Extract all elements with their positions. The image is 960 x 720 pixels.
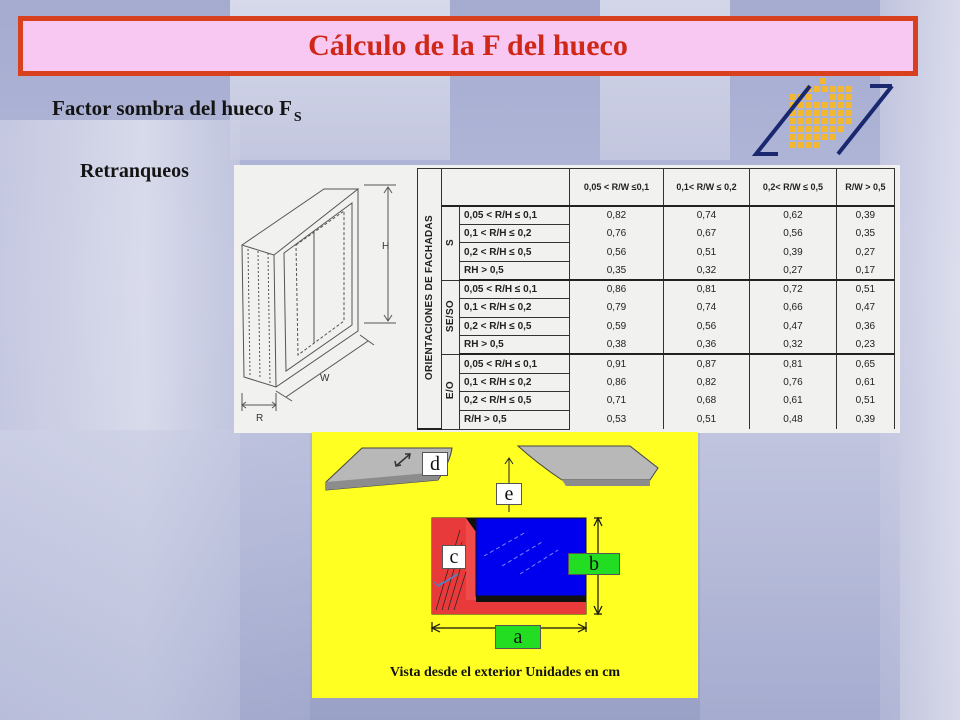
value-cell: 0,36	[836, 317, 894, 336]
orientation-header-cell	[418, 169, 442, 430]
value-cell: 0,39	[836, 206, 894, 225]
retranqueos-panel	[234, 165, 900, 433]
dimension-label-b: b	[568, 553, 620, 575]
condition-cell: 0,05 < R/H ≤ 0,1	[460, 206, 570, 225]
value-cell: 0,51	[663, 243, 749, 262]
value-cell: 0,32	[750, 336, 836, 355]
value-cell: 0,56	[750, 224, 836, 243]
value-cell: 0,17	[836, 261, 894, 280]
condition-cell: R/H > 0,5	[460, 410, 570, 429]
condition-cell: 0,1 < R/H ≤ 0,2	[460, 224, 570, 243]
shading-factor-table	[417, 168, 895, 430]
value-cell: 0,35	[570, 261, 664, 280]
value-cell: 0,61	[750, 392, 836, 411]
dimension-label-e: e	[496, 483, 522, 505]
value-cell: 0,74	[663, 206, 749, 225]
orientation-cell	[442, 280, 460, 354]
value-cell: 0,82	[570, 206, 664, 225]
column-header: 0,2< R/W ≤ 0,5	[750, 169, 836, 206]
title-bar	[18, 16, 918, 76]
width-label: W	[320, 373, 330, 384]
column-header: 0,1< R/W ≤ 0,2	[663, 169, 749, 206]
value-cell: 0,56	[663, 317, 749, 336]
value-cell: 0,48	[750, 410, 836, 429]
section-label: Retranqueos	[80, 160, 189, 182]
subtitle-text: Factor sombra del hueco F	[52, 96, 292, 120]
window-setback-drawing	[312, 432, 698, 698]
value-cell: 0,65	[836, 354, 894, 373]
value-cell: 0,36	[663, 336, 749, 355]
page-title: Cálculo de la F del hueco	[308, 29, 628, 62]
value-cell: 0,47	[750, 317, 836, 336]
value-cell: 0,79	[570, 299, 664, 318]
subtitle	[52, 96, 302, 125]
value-cell: 0,72	[750, 280, 836, 299]
value-cell: 0,51	[836, 392, 894, 411]
value-cell: 0,66	[750, 299, 836, 318]
value-cell: 0,81	[663, 280, 749, 299]
value-cell: 0,53	[570, 410, 664, 429]
value-cell: 0,76	[570, 224, 664, 243]
window-setback-diagram	[312, 432, 698, 698]
value-cell: 0,61	[836, 373, 894, 392]
value-cell: 0,39	[750, 243, 836, 262]
condition-cell: 0,2 < R/H ≤ 0,5	[460, 392, 570, 411]
height-label: H	[382, 241, 390, 252]
condition-cell: 0,1 < R/H ≤ 0,2	[460, 373, 570, 392]
value-cell: 0,62	[750, 206, 836, 225]
value-cell: 0,51	[836, 280, 894, 299]
orientation-cell	[442, 354, 460, 429]
value-cell: 0,56	[570, 243, 664, 262]
condition-cell: 0,1 < R/H ≤ 0,2	[460, 299, 570, 318]
value-cell: 0,27	[836, 243, 894, 262]
value-cell: 0,91	[570, 354, 664, 373]
value-cell: 0,35	[836, 224, 894, 243]
value-cell: 0,76	[750, 373, 836, 392]
value-cell: 0,47	[836, 299, 894, 318]
condition-cell: RH > 0,5	[460, 336, 570, 355]
diagram-caption: Vista desde el exterior Unidades en cm	[389, 665, 621, 680]
orientation-header: ORIENTACIONES DE FACHADAS	[424, 214, 435, 381]
orientation-label: SE/SO	[445, 299, 456, 332]
condition-cell: RH > 0,5	[460, 261, 570, 280]
condition-cell: 0,05 < R/H ≤ 0,1	[460, 280, 570, 299]
dimension-label-a: a	[495, 625, 541, 649]
value-cell: 0,38	[570, 336, 664, 355]
value-cell: 0,59	[570, 317, 664, 336]
window-recess-drawing	[234, 165, 418, 433]
value-cell: 0,82	[663, 373, 749, 392]
value-cell: 0,39	[836, 410, 894, 429]
column-header: R/W > 0,5	[836, 169, 894, 206]
value-cell: 0,67	[663, 224, 749, 243]
orientation-label: E/O	[445, 381, 456, 400]
orientation-cell	[442, 206, 460, 280]
value-cell: 0,86	[570, 373, 664, 392]
building-logo-icon	[748, 74, 898, 160]
condition-cell: 0,2 < R/H ≤ 0,5	[460, 317, 570, 336]
value-cell: 0,68	[663, 392, 749, 411]
value-cell: 0,51	[663, 410, 749, 429]
dimension-label-d: d	[422, 452, 448, 476]
condition-cell: 0,2 < R/H ≤ 0,5	[460, 243, 570, 262]
subtitle-subscript: S	[293, 110, 302, 125]
value-cell: 0,27	[750, 261, 836, 280]
value-cell: 0,81	[750, 354, 836, 373]
dimension-label-c: c	[442, 545, 466, 569]
condition-cell: 0,05 < R/H ≤ 0,1	[460, 354, 570, 373]
value-cell: 0,86	[570, 280, 664, 299]
value-cell: 0,32	[663, 261, 749, 280]
value-cell: 0,71	[570, 392, 664, 411]
orientation-label: S	[445, 238, 456, 246]
value-cell: 0,74	[663, 299, 749, 318]
depth-label: R	[256, 413, 264, 424]
value-cell: 0,23	[836, 336, 894, 355]
column-header: 0,05 < R/W ≤0,1	[570, 169, 664, 206]
value-cell: 0,87	[663, 354, 749, 373]
